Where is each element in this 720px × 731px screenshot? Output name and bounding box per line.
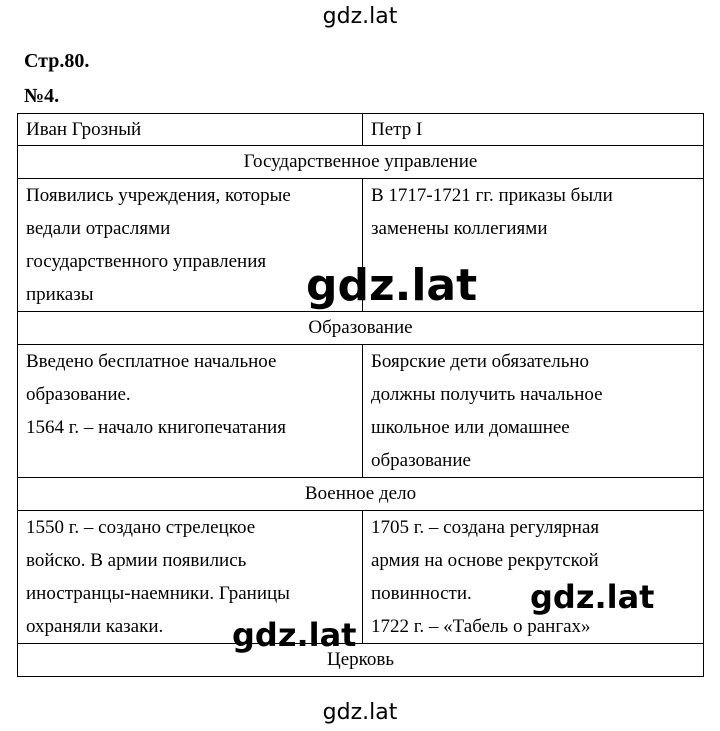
cell-line: В 1717-1721 гг. приказы были [371,185,613,206]
cell-line: Введено бесплатное начальное [26,351,277,372]
section-row [18,478,704,511]
cell-line: 1705 г. – создана регулярная [371,517,600,538]
cell-peter-education [363,345,704,478]
cell-line: охраняли казаки. [26,616,164,637]
cell-line: войско. В армии появились [26,550,247,571]
section-row [18,312,704,345]
cell-line: Боярские дети обязательно [371,351,590,372]
section-row [18,146,704,179]
section-title-church: Церковь [18,644,704,677]
cell-line: заменены коллегиями [371,218,548,239]
task-number-label: №4. [24,85,60,107]
cell-line: 1550 г. – создано стрелецкое [26,517,256,538]
column-header-peter: Петр I [363,114,704,146]
cell-line: образование. [26,384,131,405]
site-header: gdz.lat [322,4,398,29]
cell-line: приказы [26,284,94,305]
page-number-label: Стр.80. [24,50,90,72]
cell-line: образование [371,450,471,471]
site-footer: gdz.lat [322,700,398,725]
cell-line: школьное или домашнее [371,417,570,438]
cell-line: 1564 г. – начало книгопечатания [26,417,286,438]
watermark-right: gdz.lat [530,578,655,616]
column-header-ivan: Иван Грозный [18,114,363,146]
cell-line: повинности. [371,583,472,604]
cell-line: государственного управления [26,251,267,272]
section-title-education: Образование [18,312,704,345]
watermark-left: gdz.lat [232,616,357,654]
cell-line: 1722 г. – «Табель о рангах» [371,616,591,637]
cell-line: иностранцы-наемники. Границы [26,583,290,604]
table-header-row [18,114,704,146]
cell-line: Появились учреждения, которые [26,185,291,206]
cell-line: должны получить начальное [371,384,603,405]
section-title-government: Государственное управление [18,146,704,179]
cell-line: ведали отраслями [26,218,171,239]
cell-line: армия на основе рекрутской [371,550,599,571]
table-row [18,345,704,478]
cell-ivan-education [18,345,363,478]
watermark-center: gdz.lat [306,260,478,311]
section-row [18,644,704,677]
section-title-military: Военное дело [18,478,704,511]
